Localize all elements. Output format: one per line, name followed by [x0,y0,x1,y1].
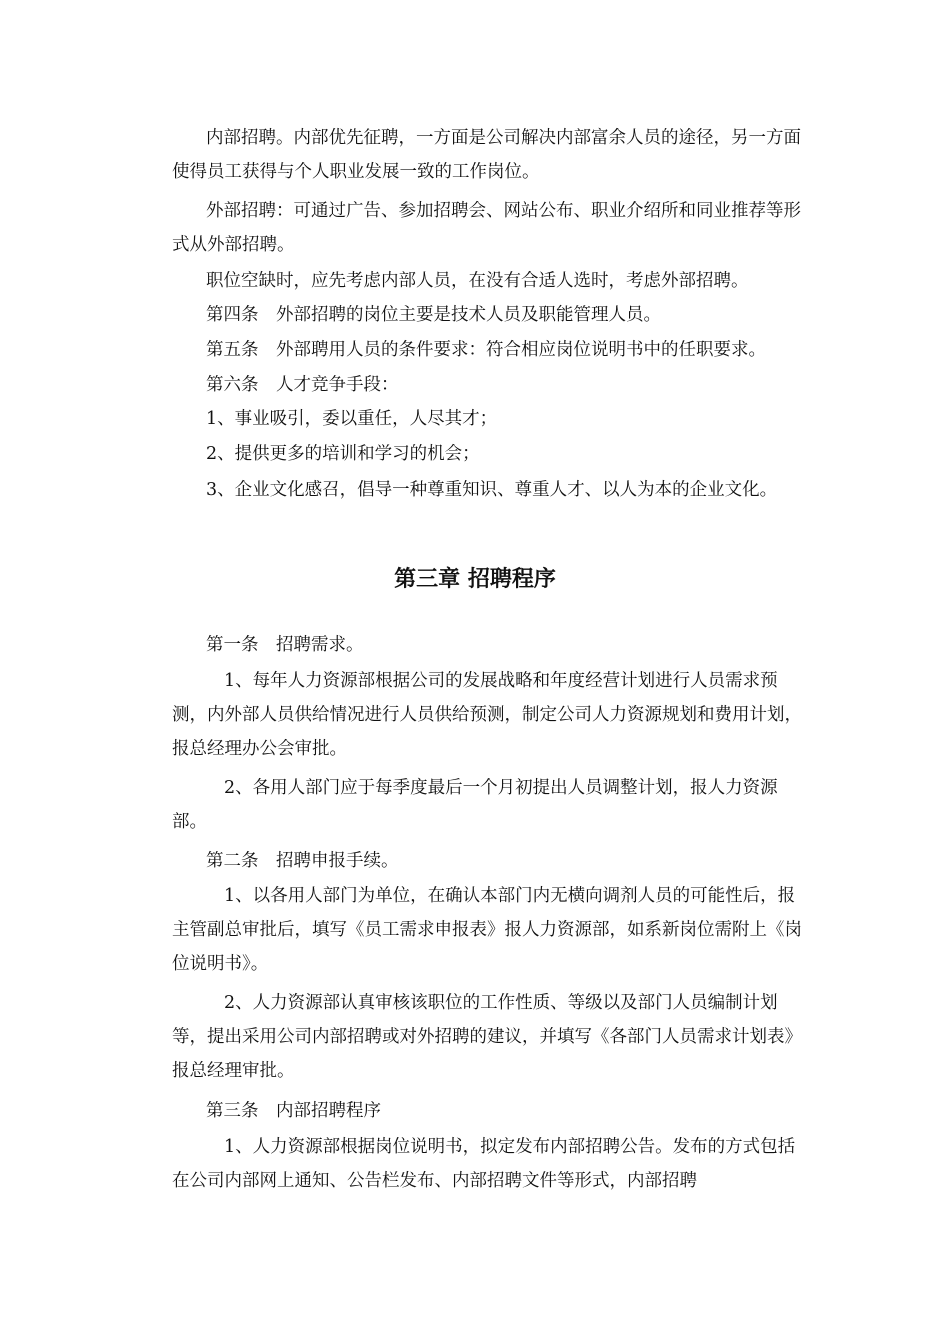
article-1: 第一条 招聘需求。 [206,635,364,655]
article-6: 第六条 人才竞争手段： [206,375,399,395]
paragraph-external-recruitment: 外部招聘：可通过广告、参加招聘会、网站公布、职业介绍所和同业推荐等形式从外部招聘。 [172,201,801,255]
list-item: 2、提供更多的培训和学习的机会； [206,444,480,464]
list-item: 3、企业文化感召，倡导一种尊重知识、尊重人才、以人为本的企业文化。 [206,480,778,500]
article-2: 第二条 招聘申报手续。 [206,851,399,871]
list-item: 1、以各用人部门为单位，在确认本部门内无横向调剂人员的可能性后，报主管副总审批后，填写《员工需求申报表》报人力资源部，如系新岗位需附上《岗位说明书》。 [172,886,802,974]
article-3: 第三条 内部招聘程序 [206,1101,381,1121]
list-item: 1、事业吸引，委以重任，人尽其才； [206,409,498,429]
article-5: 第五条 外部聘用人员的条件要求：符合相应岗位说明书中的任职要求。 [206,340,766,360]
chapter-title: 第三章 招聘程序 [394,567,556,592]
list-item: 2、人力资源部认真审核该职位的工作性质、等级以及部门人员编制计划等，提出采用公司内部招聘或对外招聘的建议，并填写《各部门人员需求计划表》报总经理审批。 [172,993,802,1081]
list-item: 1、每年人力资源部根据公司的发展战略和年度经营计划进行人员需求预测，内外部人员供给情况进行人员供给预测，制定公司人力资源规划和费用计划，报总经理办公会审批。 [172,671,802,759]
paragraph-internal-recruitment: 内部招聘。内部优先征聘，一方面是公司解决内部富余人员的途径，另一方面使得员工获得与个人职业发展一致的工作岗位。 [172,128,801,182]
list-item: 2、各用人部门应于每季度最后一个月初提出人员调整计划，报人力资源部。 [172,778,778,832]
article-4: 第四条 外部招聘的岗位主要是技术人员及职能管理人员。 [206,305,661,325]
paragraph-vacancy-priority: 职位空缺时，应先考虑内部人员，在没有合适人选时，考虑外部招聘。 [206,271,749,291]
list-item: 1、人力资源部根据岗位说明书，拟定发布内部招聘公告。发布的方式包括在公司内部网上通知、公告栏发布、内部招聘文件等形式，内部招聘 [172,1137,796,1191]
